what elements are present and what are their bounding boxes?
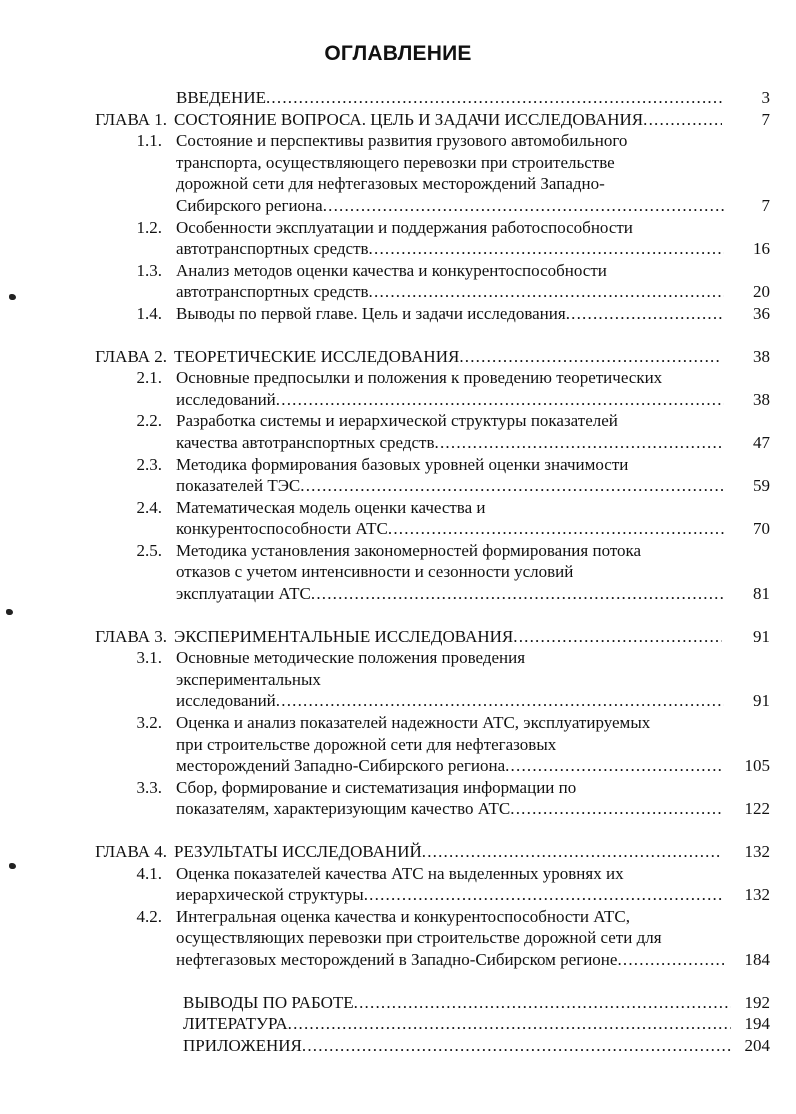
toc-entry-text: Интегральная оценка качества и конкурентоспособности АТС, [176, 906, 630, 926]
toc-page-number: 7 [761, 109, 770, 129]
toc-entry-text: Методика формирования базовых уровней оценки значимости [176, 454, 629, 474]
toc-entry-text: Состояние и перспективы развития грузового автомобильного [176, 131, 628, 151]
dot-leader [435, 432, 724, 454]
dot-leader [276, 690, 724, 712]
dot-leader [505, 755, 724, 777]
toc-entry [0, 841, 796, 863]
toc-entry-number: 4.1. [136, 863, 162, 883]
toc-entry-text: ТЕОРЕТИЧЕСКИЕ ИССЛЕДОВАНИЯ [174, 346, 460, 366]
toc-entry-number: 2.1. [136, 368, 162, 388]
toc-entry-number: 1.1. [136, 131, 162, 151]
toc-entry-text: ЛИТЕРАТУРА [183, 1014, 288, 1034]
toc-entry-text: Основные методические положения проведения [176, 648, 526, 668]
toc-entry-text: Выводы по первой главе. Цель и задачи исследования [176, 303, 566, 323]
dot-leader [513, 626, 722, 648]
toc-page-number: 20 [753, 282, 770, 302]
toc-entry-text: показателям, характеризующим качество АТС [176, 799, 511, 819]
toc-entry-text: эксплуатации АТС [176, 584, 311, 604]
table-of-contents [0, 87, 796, 1056]
toc-page-number: 36 [753, 303, 770, 323]
dot-leader [643, 109, 722, 131]
toc-page-number: 59 [753, 476, 770, 496]
toc-entry [0, 863, 796, 906]
toc-entry-text: транспорта, осуществляющего перевозки при строительстве [176, 152, 615, 172]
toc-entry-number: 2.2. [136, 411, 162, 431]
toc-entry-number: ГЛАВА 3. [95, 626, 167, 646]
toc-entry [0, 497, 796, 540]
toc-entry-text: показателей ТЭС [176, 476, 301, 496]
toc-entry-text: ЭКСПЕРИМЕНТАЛЬНЫЕ ИССЛЕДОВАНИЯ [174, 626, 514, 646]
toc-entry-text: Особенности эксплуатации и поддержания работоспособности [176, 217, 633, 237]
toc-entry [0, 87, 796, 109]
toc-entry [0, 647, 796, 712]
toc-entry [0, 109, 796, 131]
toc-entry [0, 906, 796, 971]
toc-entry-text: Оценка показателей качества АТС на выделенных уровнях их [176, 863, 624, 883]
toc-page-number: 91 [753, 691, 770, 711]
toc-entry-number: 3.1. [136, 648, 162, 668]
toc-entry [0, 540, 796, 605]
toc-entry-text: отказов с учетом интенсивности и сезонности условий [176, 562, 574, 582]
toc-entry-text: автотранспортных средств [176, 239, 369, 259]
toc-entry-text: Сбор, формирование и систематизация информации по [176, 777, 577, 797]
toc-entry-text: Анализ методов оценки качества и конкурентоспособности [176, 260, 607, 280]
dot-leader [276, 389, 724, 411]
toc-entry-text: Методика установления закономерностей формирования потока [176, 540, 642, 560]
dot-leader [354, 992, 731, 1014]
toc-entry [0, 626, 796, 648]
toc-entry [0, 303, 796, 325]
toc-entry-text: осуществляющих перевозки при строительстве дорожной сети для [176, 928, 662, 948]
toc-entry-text: иерархической структуры [176, 885, 364, 905]
toc-entry-text: ВЫВОДЫ ПО РАБОТЕ [183, 992, 354, 1012]
toc-entry [0, 992, 796, 1014]
toc-entry-text: при строительстве дорожной сети для нефтегазовых [176, 734, 557, 754]
toc-entry-text: СОСТОЯНИЕ ВОПРОСА. ЦЕЛЬ И ЗАДАЧИ ИССЛЕДОВАНИЯ [174, 109, 644, 129]
toc-page-number: 132 [744, 885, 770, 905]
toc-entry-number: 4.2. [136, 906, 162, 926]
toc-entry-text: исследований [176, 389, 276, 409]
dot-leader [422, 841, 722, 863]
toc-page-number: 184 [744, 949, 770, 969]
toc-page-number: 7 [761, 195, 770, 215]
toc-page-number: 192 [744, 992, 770, 1012]
dot-leader [311, 583, 724, 605]
toc-entry-text: исследований [176, 691, 276, 711]
toc-entry-text: Оценка и анализ показателей надежности АТС, эксплуатируемых [176, 713, 651, 733]
toc-page-number: 38 [753, 389, 770, 409]
toc-page-number: 91 [753, 626, 770, 646]
dot-leader [300, 475, 724, 497]
toc-page-number: 3 [761, 88, 770, 107]
toc-entry-number: ГЛАВА 4. [95, 842, 167, 861]
toc-page-number: 70 [753, 519, 770, 539]
toc-page-number: 16 [753, 239, 770, 259]
dot-leader [323, 195, 724, 217]
toc-entry-number: 1.3. [136, 260, 162, 280]
toc-page-number: 47 [753, 432, 770, 452]
toc-entry-text: РЕЗУЛЬТАТЫ ИССЛЕДОВАНИЙ [174, 842, 422, 861]
dot-leader [510, 798, 724, 820]
page-title: ОГЛАВЛЕНИЕ [324, 42, 472, 65]
toc-page-number: 194 [744, 1014, 770, 1034]
dot-leader [617, 949, 724, 971]
dot-leader [566, 303, 724, 325]
dot-leader [369, 281, 724, 303]
toc-entry [0, 712, 796, 777]
toc-entry-number: 2.3. [136, 454, 162, 474]
toc-entry-number: ГЛАВА 2. [95, 346, 167, 366]
dot-leader [302, 1035, 731, 1057]
toc-entry-text: конкурентоспособности АТС [176, 519, 388, 539]
dot-leader [266, 87, 724, 109]
toc-page-number: 122 [744, 799, 770, 819]
dot-leader [388, 518, 724, 540]
toc-entry-text: Математическая модель оценки качества и [176, 497, 486, 517]
toc-entry-text: нефтегазовых месторождений в Западно-Сибирском регионе [176, 949, 618, 969]
dot-leader [369, 238, 724, 260]
toc-entry-number: 2.5. [136, 540, 162, 560]
toc-entry-text: Разработка системы и иерархической структуры показателей [176, 411, 618, 431]
toc-entry-text: экспериментальных [176, 669, 321, 689]
toc-entry-number: 1.2. [136, 217, 162, 237]
toc-entry [0, 1035, 796, 1057]
toc-entry [0, 367, 796, 410]
toc-entry-number: 2.4. [136, 497, 162, 517]
toc-entry-text: дорожной сети для нефтегазовых месторождений Западно- [176, 174, 605, 194]
toc-entry [0, 777, 796, 820]
toc-entry-text: ВВЕДЕНИЕ [176, 88, 266, 107]
toc-entry-text: автотранспортных средств [176, 282, 369, 302]
toc-entry-text: ПРИЛОЖЕНИЯ [183, 1035, 302, 1055]
toc-entry-text: качества автотранспортных средств [176, 432, 435, 452]
toc-entry [0, 217, 796, 260]
toc-entry [0, 260, 796, 303]
toc-entry-text: Сибирского региона [176, 195, 323, 215]
toc-entry-number: 1.4. [136, 303, 162, 323]
toc-entry-text: Основные предпосылки и положения к проведению теоретических [176, 368, 663, 388]
toc-entry-number: 3.3. [136, 777, 162, 797]
dot-leader [459, 346, 722, 368]
toc-entry [0, 346, 796, 368]
toc-entry-number: 3.2. [136, 713, 162, 733]
toc-entry-number: ГЛАВА 1. [95, 109, 167, 129]
dot-leader [364, 884, 724, 906]
toc-entry [0, 130, 796, 216]
toc-page-number: 105 [744, 756, 770, 776]
dot-leader [288, 1013, 731, 1035]
toc-page-number: 132 [744, 842, 770, 861]
toc-entry-text: месторождений Западно-Сибирского региона [176, 756, 506, 776]
toc-page-number: 204 [744, 1035, 770, 1055]
toc-entry [0, 410, 796, 453]
toc-page-number: 81 [753, 584, 770, 604]
toc-entry [0, 1013, 796, 1035]
toc-entry [0, 454, 796, 497]
toc-page-number: 38 [753, 346, 770, 366]
